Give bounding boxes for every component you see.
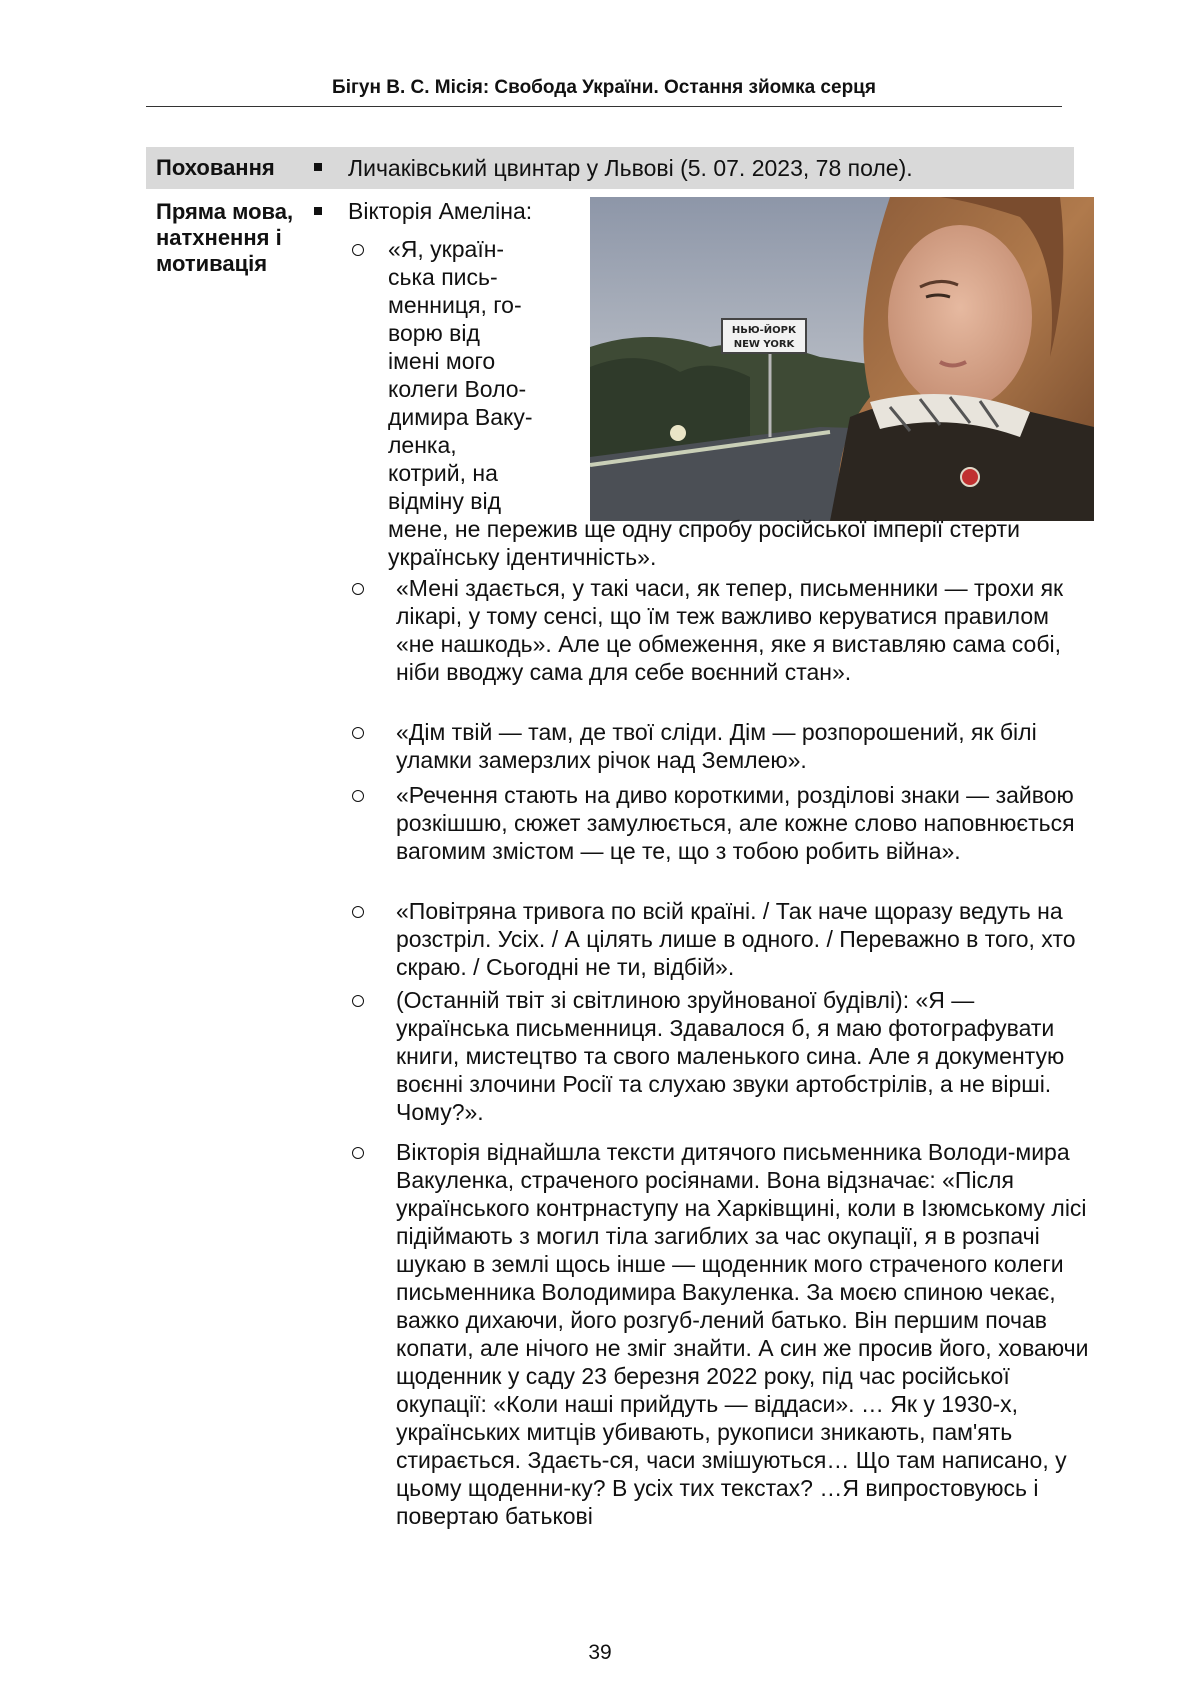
quote-line: ська пись-: [388, 264, 498, 290]
sign-line-1: НЬЮ-ЙОРК: [731, 325, 797, 336]
quote-line: «Я, україн-: [388, 236, 505, 262]
running-title: Бігун В. С. Місія: Свобода України. Остання зйомка серця: [332, 77, 876, 98]
quote-item: «Дім твій — там, де твої сліди. Дім — розпорошений, як білі уламки замерзлих річок над Землею».: [396, 719, 1037, 773]
speaker-intro: Вікторія Амеліна:: [348, 198, 533, 224]
circle-bullet-icon: [352, 790, 364, 802]
burial-label: Поховання: [156, 155, 275, 180]
quote-line: колеги Воло-: [388, 376, 527, 402]
circle-bullet-icon: [352, 583, 364, 595]
quote-item: «Речення стають на диво короткими, розділові знаки — зайвою розкішшю, сюжет замулюється, але кожне слово наповнюється вагомим змістом — це те, що з тобою робить війна».: [396, 782, 1075, 864]
circle-bullet-icon: [352, 244, 364, 256]
quote-tail: мене, не пережив ще одну спробу російської імперії стерти українську ідентичність».: [388, 516, 1020, 570]
quote-line: котрий, на: [388, 460, 498, 486]
quote-line: ленка,: [388, 432, 457, 458]
circle-bullet-icon: [352, 995, 364, 1007]
quote-line: димира Ваку-: [388, 404, 533, 430]
burial-row: [146, 147, 1074, 189]
square-bullet-icon: [314, 207, 322, 215]
quote-line: менниця, го-: [388, 292, 522, 318]
page-number: 39: [588, 1641, 612, 1664]
quotes-label: Пряма мова, натхнення і мотивація: [156, 199, 294, 276]
photo-amelina-new-york-sign: [590, 197, 1094, 521]
header-rule: [146, 106, 1062, 107]
circle-bullet-icon: [352, 727, 364, 739]
quote-line: ворю від: [388, 320, 480, 346]
quote-line: імені мого: [388, 348, 496, 374]
square-bullet-icon: [314, 163, 322, 171]
quote-item: «Мені здається, у такі часи, як тепер, письменники — трохи як лікарі, у тому сенсі, що їм теж важливо керуватися правилом «не нашкодь». Але це обмеження, яке я виставляю сама собі, ніби вводжу сама для себе воєнний стан».: [396, 575, 1064, 685]
quote-item: Вікторія віднайшла тексти дитячого письменника Володи-мира Вакуленка, страченого росіянами. Вона відзначає: «Після українського контрнаступу на Харківщині, коли в Ізюмському лісі підіймають з могил тіла загиблих за час окупації, я в розпачі шукаю в землі щось інше — щоденник мого страченого колеги письменника Володимира Вакуленка. За моєю спиною чекає, важко дихаючи, його розгуб-лений батько. Він першим почав копати, але нічого не зміг знайти. А син же просив його, ховаючи щоденник у саду 23 березня 2022 року, під час російської окупації: «Коли наші прийдуть — віддаси». … Як у 1930-х, українських митців убивають, рукописи зникають, пам'ять стирається. Здаєть-ся, часи змішуються… Що там написано, у цьому щоденни-ку? В усіх тих текстах? …Я випростовуюсь і повертаю батькові: [396, 1139, 1089, 1529]
quote-line: відміну від: [388, 488, 502, 514]
circle-bullet-icon: [352, 1147, 364, 1159]
circle-bullet-icon: [352, 906, 364, 918]
sign-line-2: NEW YORK: [733, 339, 795, 350]
quote-item: «Повітряна тривога по всій країні. / Так наче щоразу ведуть на розстріл. Усіх. / А цілять лише в одного. / Переважно в того, хто скраю. / Сьогодні не ти, відбій».: [396, 898, 1076, 980]
quote-item: (Останній твіт зі світлиною зруйнованої будівлі): «Я — українська письменниця. Здавалося б, я маю фотографувати книги, мистецтво та свого маленького сина. Але я документую воєнні злочини Росії та слухаю звуки артобстрілів, а не вірші. Чому?».: [396, 987, 1065, 1125]
burial-text: Личаківський цвинтар у Львові (5. 07. 2023, 78 поле).: [348, 155, 913, 181]
